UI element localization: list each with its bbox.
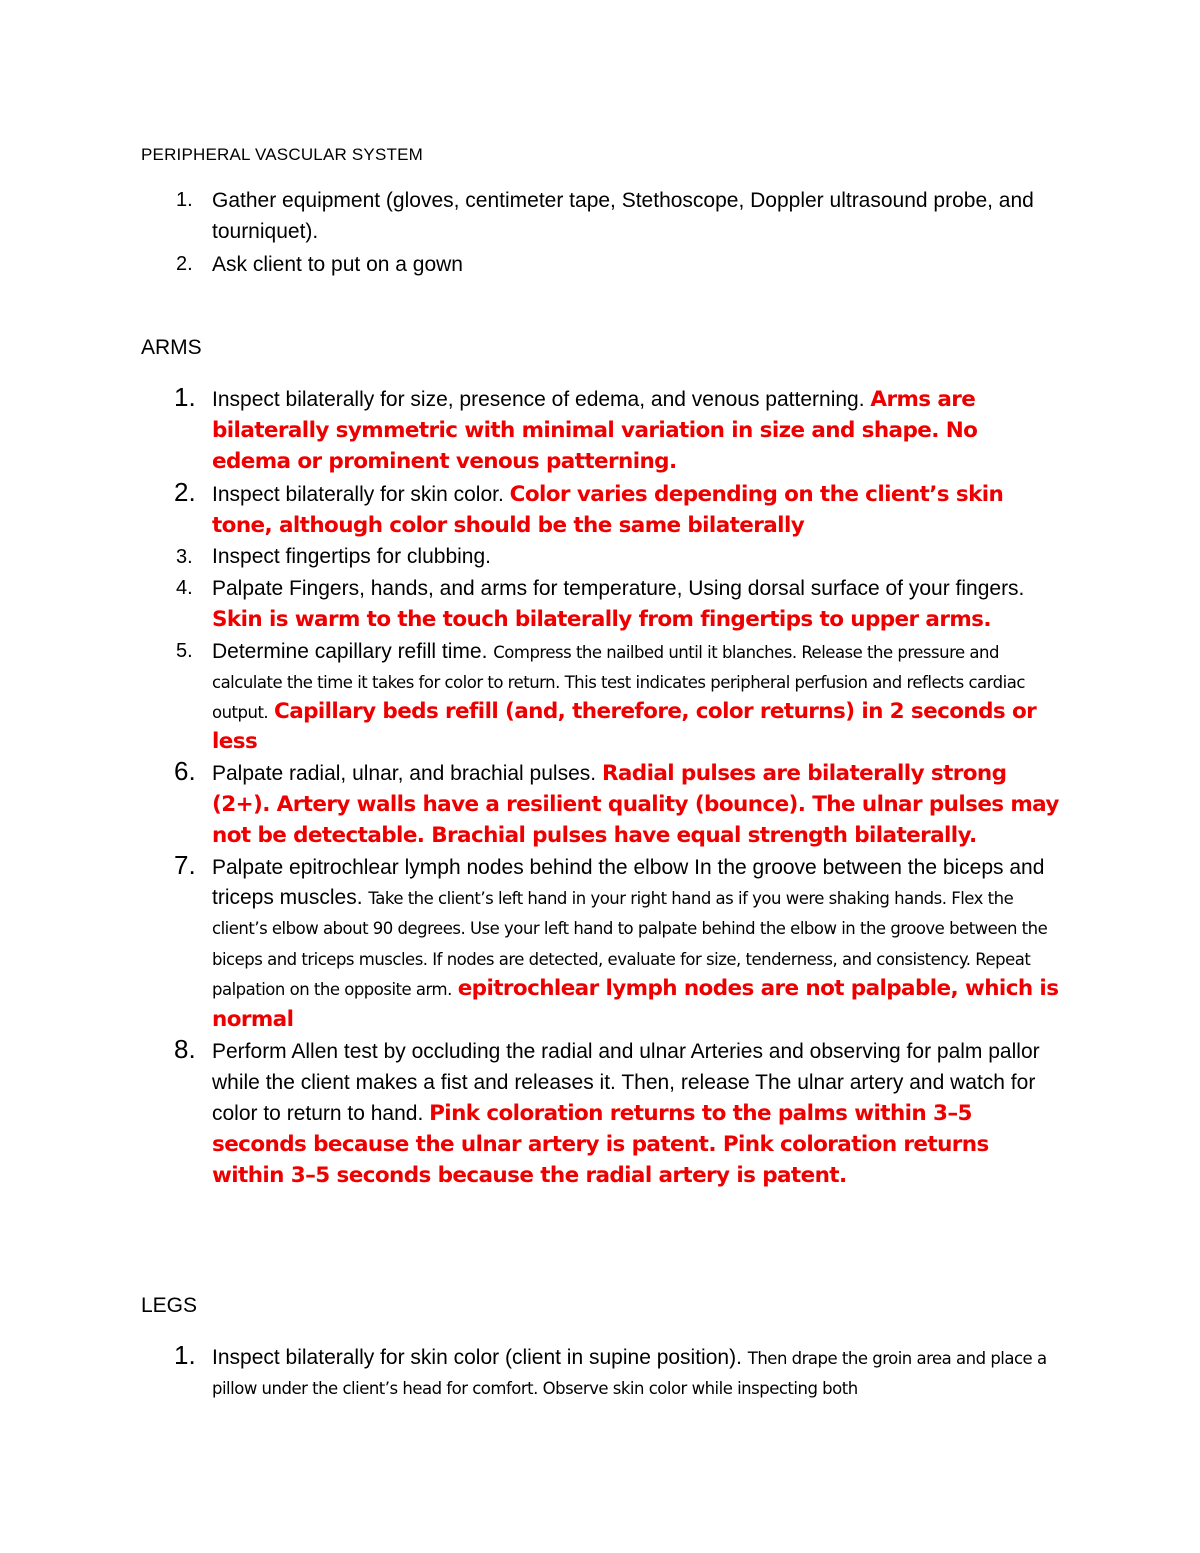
intro-list — [0, 185, 1200, 282]
finding-text: Skin is warm to the touch bilaterally from fingertips to upper arms. — [212, 607, 991, 632]
item-text: Perform Allen test by occluding the radial and ulnar Arteries and observing for palm pallor while the client makes a fist and releases it. Then, release The ulnar artery and watch for color to return to hand. — [212, 1040, 1040, 1125]
item-number: 4. — [176, 577, 193, 599]
section-heading-legs: LEGS — [141, 1294, 198, 1317]
section-heading-arms: ARMS — [141, 336, 202, 359]
finding-text: Capillary beds refill (and, therefore, color returns) in 2 seconds or less — [212, 699, 1037, 754]
list-item — [0, 758, 1200, 851]
item-text: Inspect bilaterally for skin color. — [212, 483, 504, 506]
item-number: 6. — [174, 756, 196, 786]
procedure-note: Take the client’s left hand in your right hand as if you were shaking hands. Flex the client’s elbow about 90 degrees. Use your left hand to palpate behind the elbow in the groove between the biceps and triceps muscles. If nodes are detected, evaluate for size, tenderness, and consistency. Repeat palpation on the opposite arm. — [212, 888, 1048, 999]
finding-text: Arms are bilaterally symmetric with minimal variation in size and shape. No edema or prominent venous patterning. — [212, 387, 978, 474]
item-number: 2. — [174, 477, 196, 507]
list-item — [0, 543, 1200, 571]
item-text: Gather equipment (gloves, centimeter tape, Stethoscope, Doppler ultrasound probe, and tourniquet). — [212, 189, 1034, 243]
item-text: Inspect bilaterally for skin color (client in supine position). — [212, 1346, 742, 1369]
list-item — [0, 637, 1200, 756]
item-text: Inspect fingertips for clubbing. — [212, 545, 491, 568]
finding-text: epitrochlear lymph nodes are not palpable, which is normal — [212, 976, 1059, 1032]
procedure-note: Compress the nailbed until it blanches. Release the pressure and calculate the time it takes for color to return. This test indicates peripheral perfusion and reflects cardiac output. — [212, 643, 1025, 722]
item-text: Determine capillary refill time. — [212, 640, 488, 663]
item-number: 8. — [174, 1034, 196, 1064]
item-text: Ask client to put on a gown — [212, 253, 463, 276]
item-number: 1. — [174, 1340, 196, 1370]
arms-list — [0, 384, 1200, 1193]
item-number: 5. — [176, 640, 193, 662]
page-title: PERIPHERAL VASCULAR SYSTEM — [141, 145, 423, 164]
item-number: 3. — [176, 546, 193, 568]
item-number: 1. — [174, 382, 196, 412]
list-item — [0, 384, 1200, 477]
item-number: 7. — [174, 850, 196, 880]
finding-text: Pink coloration returns to the palms within 3–5 seconds because the ulnar artery is patent. Pink coloration returns within 3–5 seconds because the radial artery is patent. — [212, 1101, 989, 1188]
list-item — [0, 1036, 1200, 1191]
list-item — [0, 1340, 1200, 1403]
list-item — [0, 850, 1200, 1034]
item-text: Palpate epitrochlear lymph nodes behind the elbow In the groove between the biceps and triceps muscles. — [212, 856, 1045, 909]
list-item — [0, 479, 1200, 541]
item-number: 2. — [176, 253, 193, 275]
list-item — [0, 249, 1200, 280]
item-text: Palpate Fingers, hands, and arms for temperature, Using dorsal surface of your fingers. — [212, 577, 1025, 600]
finding-text: Radial pulses are bilaterally strong (2+). Artery walls have a resilient quality (bounce). The ulnar pulses may not be detectable. Brachial pulses have equal strength bilaterally. — [212, 761, 1059, 848]
finding-text: Color varies depending on the client’s skin tone, although color should be the same bilaterally — [212, 482, 1004, 538]
list-item — [0, 573, 1200, 635]
legs-list — [0, 1340, 1200, 1405]
procedure-note: Then drape the groin area and place a pillow under the client’s head for comfort. Observe skin color while inspecting both — [212, 1349, 1047, 1398]
item-number: 1. — [176, 189, 193, 211]
item-text: Inspect bilaterally for size, presence of edema, and venous patterning. — [212, 388, 865, 411]
list-item — [0, 185, 1200, 247]
item-text: Palpate radial, ulnar, and brachial pulses. — [212, 762, 597, 785]
